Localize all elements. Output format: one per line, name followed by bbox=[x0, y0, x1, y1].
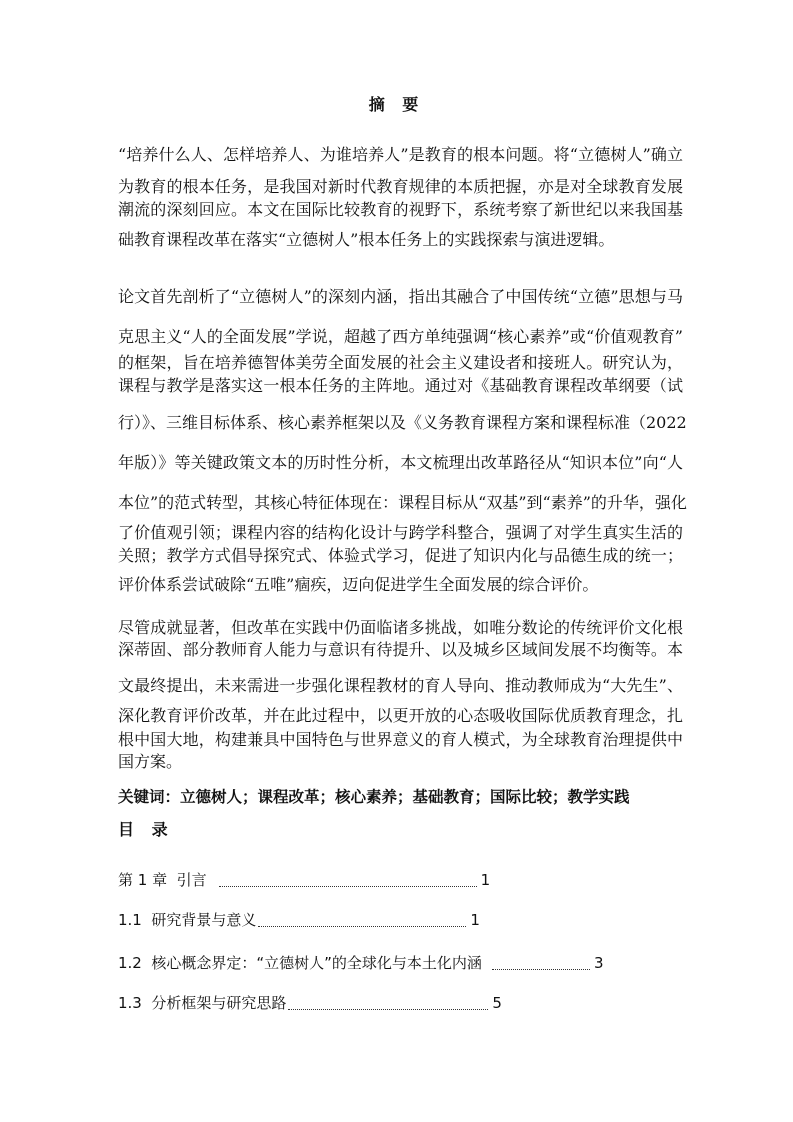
text-line: 为教育的根本任务，是我国对新时代教育规律的本质把握，亦是对全球教育发展 bbox=[118, 177, 683, 196]
toc-title: 目 录 bbox=[118, 820, 174, 839]
text-line: 潮流的深刻回应。本文在国际比较教育的视野下，系统考察了新世纪以来我国基 bbox=[118, 200, 683, 219]
toc-entry-label: 1.3 分析框架与研究思路 bbox=[118, 994, 287, 1012]
text-line: 深化教育评价改革，并在此过程中，以更开放的心态吸收国际优质教育理念，扎 bbox=[118, 706, 683, 725]
text-line: 国方案。 bbox=[118, 752, 183, 771]
text-line: 的框架，旨在培养德智体美劳全面发展的社会主义建设者和接班人。研究认为， bbox=[118, 353, 683, 372]
text-line: 深蒂固、部分教师育人能力与意识有待提升、以及城乡区域间发展不均衡等。本 bbox=[118, 640, 683, 659]
text-line: 关照；教学方式倡导探究式、体验式学习，促进了知识内化与品德生成的统一； bbox=[118, 546, 683, 565]
dot-leader bbox=[492, 957, 590, 970]
text-line: 根中国大地，构建兼具中国特色与世界意义的育人模式，为全球教育治理提供中 bbox=[118, 730, 683, 749]
toc-entry[interactable] bbox=[118, 869, 490, 891]
text-line: “培养什么人、怎样培养人、为谁培养人”是教育的根本问题。将“立德树人”确立 bbox=[118, 145, 683, 164]
dot-leader bbox=[258, 914, 466, 927]
text-line: 年版）》等关键政策文本的历时性分析，本文梳理出改革路径从“知识本位”向“人 bbox=[118, 453, 683, 472]
toc-entry-page: 3 bbox=[593, 954, 604, 972]
toc-entry-page: 5 bbox=[492, 994, 502, 1012]
text-line: 论文首先剖析了“立德树人”的深刻内涵，指出其融合了中国传统“立德”思想与马 bbox=[118, 287, 683, 306]
toc-entry-label: 1.2 核心概念界定：“立德树人”的全球化与本土化内涵 bbox=[118, 954, 482, 972]
text-line: 克思主义“人的全面发展”学说，超越了西方单纯强调“核心素养”或“价值观教育” bbox=[118, 327, 683, 346]
toc-entry-label: 1.1 研究背景与意义 bbox=[118, 911, 257, 929]
text-line: 本位”的范式转型，其核心特征体现在：课程目标从“双基”到“素养”的升华，强化 bbox=[118, 493, 687, 512]
text-line: 了价值观引领；课程内容的结构化设计与跨学科整合，强调了对学生真实生活的 bbox=[118, 523, 683, 542]
dot-leader bbox=[219, 874, 477, 887]
toc-entry[interactable] bbox=[118, 909, 480, 931]
dot-leader bbox=[288, 997, 488, 1010]
toc-entry-page: 1 bbox=[470, 911, 480, 929]
text-line: 评价体系尝试破除“五唯”痼疾，迈向促进学生全面发展的综合评价。 bbox=[118, 575, 599, 594]
toc-entry-page: 1 bbox=[480, 871, 491, 889]
toc-entry[interactable] bbox=[118, 992, 502, 1014]
text-line: 础教育课程改革在落实“立德树人”根本任务上的实践探索与演进逻辑。 bbox=[118, 230, 615, 249]
toc-entry-label: 第 1 章 引言 bbox=[118, 871, 207, 889]
abstract-title: 摘 要 bbox=[368, 95, 425, 114]
text-line: 行）》、三维目标体系、核心素养框架以及《义务教育课程方案和课程标准（2022 bbox=[118, 413, 687, 432]
keywords: 关键词：立德树人；课程改革；核心素养；基础教育；国际比较；教学实践 bbox=[118, 788, 630, 806]
toc-entry[interactable] bbox=[118, 952, 603, 974]
text-line: 课程与教学是落实这一根本任务的主阵地。通过对《基础教育课程改革纲要（试 bbox=[118, 376, 683, 395]
text-line: 尽管成就显著，但改革在实践中仍面临诸多挑战，如唯分数论的传统评价文化根 bbox=[118, 618, 683, 637]
text-line: 文最终提出，未来需进一步强化课程教材的育人导向、推动教师成为“大先生”、 bbox=[118, 676, 683, 695]
